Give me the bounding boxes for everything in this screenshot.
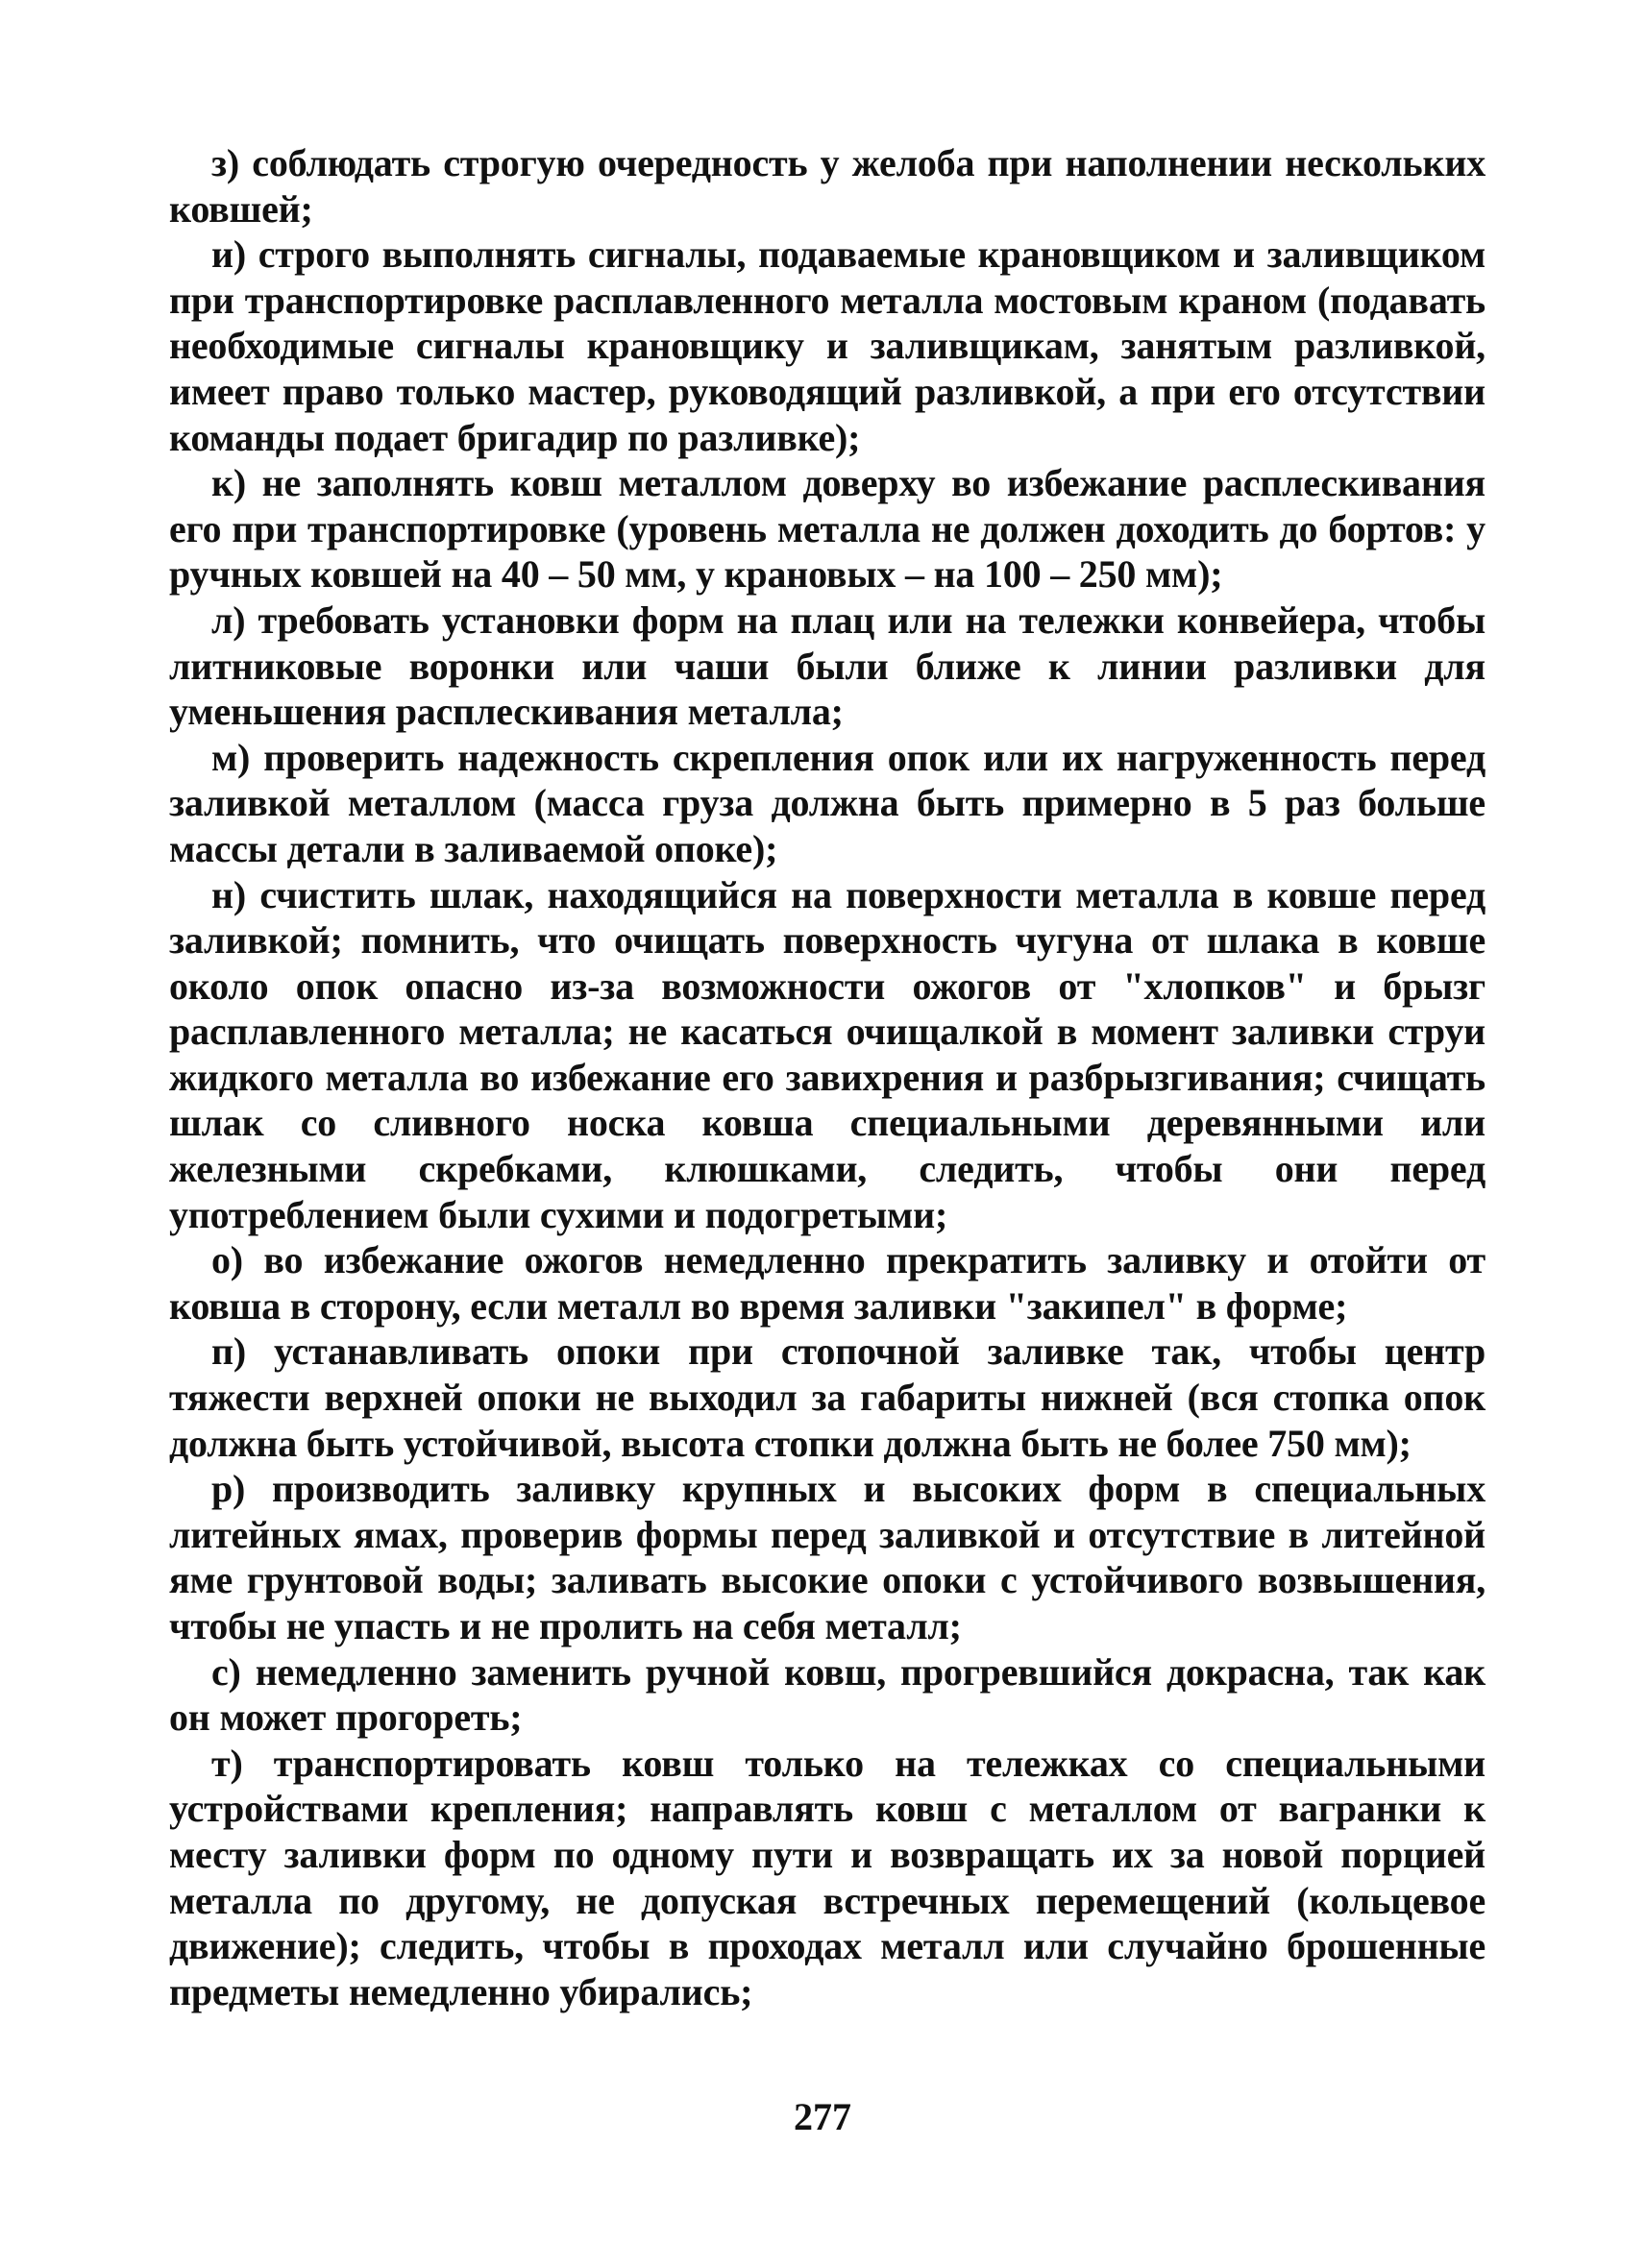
paragraph-k: к) не заполнять ковш металлом доверху во избежание расплескивания его при транспортировке (уровень металла не должен доходить до бортов: у ручных ковшей на 40 – 50 мм, у крановых – на 100 – 250 мм); — [169, 461, 1485, 597]
paragraph-m: м) проверить надежность скрепления опок или их нагруженность перед заливкой металлом (масса груза должна быть примерно в 5 раз больше массы детали в заливаемой опоке); — [169, 735, 1485, 870]
page-number: 277 — [794, 2095, 851, 2138]
paragraph-n: н) счистить шлак, находящийся на поверхности металла в ковше перед заливкой; помнить, что очищать поверхность чугуна от шлака в ковше около опок опасно из-за возможности ожогов от "хлопков" и брызг расплавленного металла; не касаться очищалкой в момент заливки струи жидкого металла во избежание его завихрения и разбрызгивания; счищать шлак со сливного носка ковша специальными деревянными или железными скребками, клюшками, следить, чтобы они перед употреблением были сухими и подогретыми; — [169, 872, 1485, 1236]
paragraph-l: л) требовать установки форм на плац или на тележки конвейера, чтобы литниковые воронки или чаши были ближе к линии разливки для уменьшения расплескивания металла; — [169, 597, 1485, 734]
paragraph-o: о) во избежание ожогов немедленно прекратить заливку и отойти от ковша в сторону, если металл во время заливки "закипел" в форме; — [169, 1238, 1485, 1328]
paragraph-z: з) соблюдать строгую очередность у желоба при наполнении нескольких ковшей; — [169, 141, 1485, 231]
paragraph-s: с) немедленно заменить ручной ковш, прогревшийся докрасна, так как он может прогореть; — [169, 1649, 1485, 1740]
paragraph-r: р) производить заливку крупных и высоких форм в специальных литейных ямах, проверив формы перед заливкой и отсутствие в литейной яме грунтовой воды; заливать высокие опоки с устойчивого возвышения, чтобы не упасть и не пролить на себя металл; — [169, 1467, 1485, 1647]
paragraph-p: п) устанавливать опоки при стопочной заливке так, чтобы центр тяжести верхней опоки не выходил за габариты нижней (вся стопка опок должна быть устойчивой, высота стопки должна быть не более 750 мм); — [169, 1329, 1485, 1465]
paragraph-t: т) транспортировать ковш только на тележках со специальными устройствами крепления; направлять ковш с металлом от вагранки к месту заливки форм по одному пути и возвращать их за новой порцией металла по другому, не допуская встречных перемещений (кольцевое движение); следить, чтобы в проходах металл или случайно брошенные предметы немедленно убирались; — [169, 1741, 1485, 2013]
paragraph-i: и) строго выполнять сигналы, подаваемые крановщиком и заливщиком при транспортировке расплавленного металла мостовым краном (подавать необходимые сигналы крановщику и заливщикам, занятым разливкой, имеет право только мастер, руководящий разливкой, а при его отсутствии команды подает бригадир по разливке); — [169, 232, 1485, 459]
page-body — [169, 140, 1485, 2014]
